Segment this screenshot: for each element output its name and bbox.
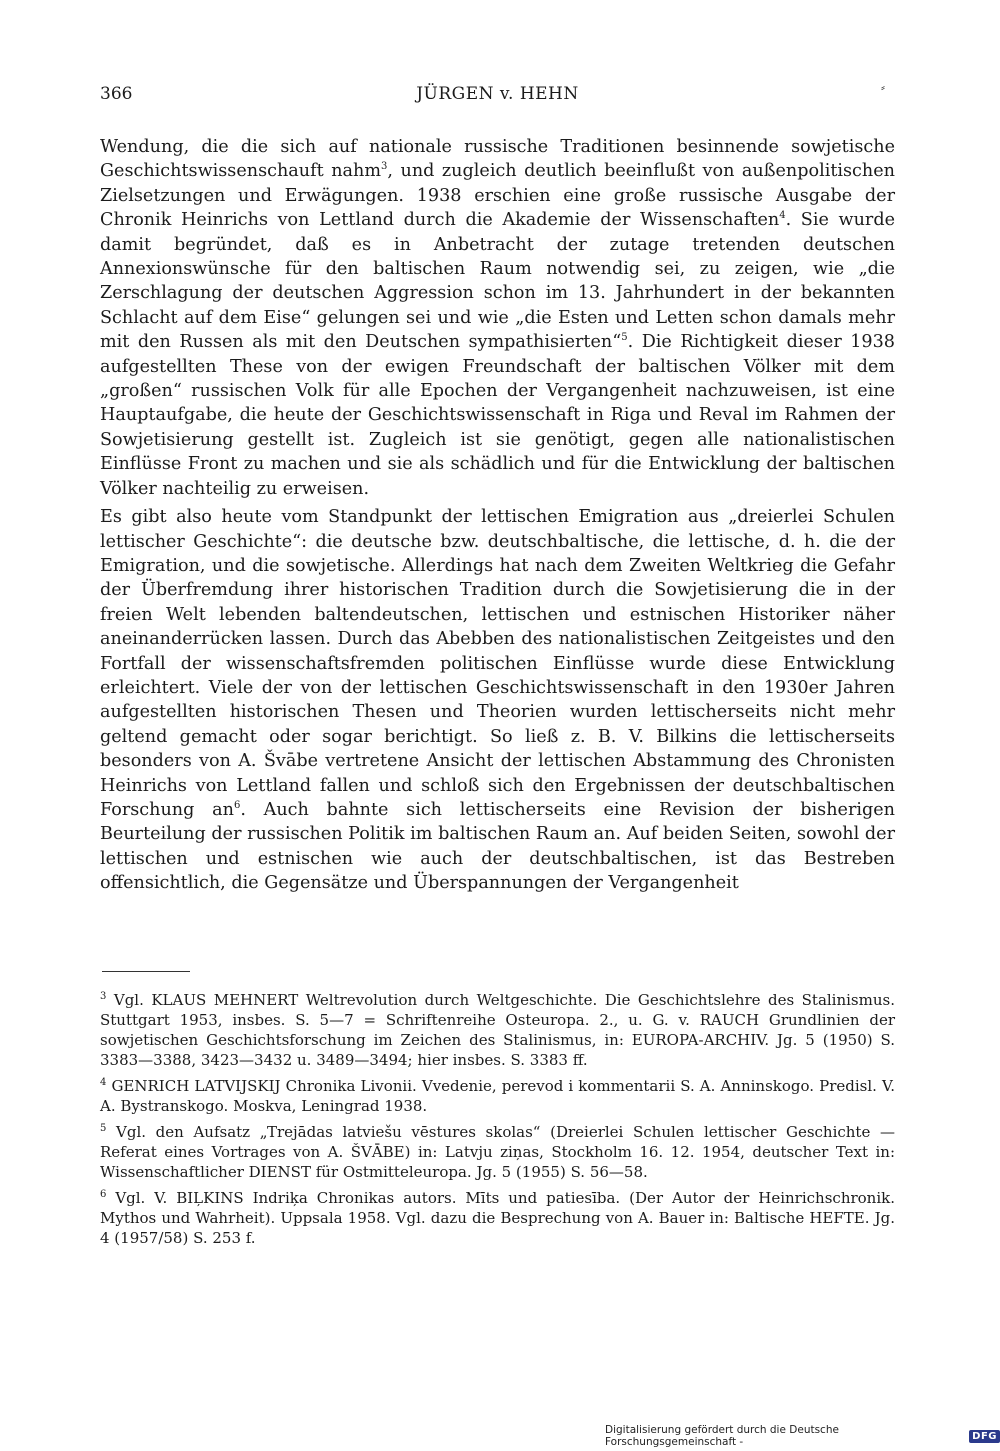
footnote-ref-6: 6 xyxy=(233,800,241,812)
footnote-ref-4: 4 xyxy=(779,210,786,222)
digitization-footer xyxy=(605,1424,1000,1448)
funding-note: Digitalisierung gefördert durch die Deutsche Forschungsgemeinschaft - xyxy=(605,1424,839,1448)
page-number: 366 xyxy=(100,84,133,104)
running-title: JÜRGEN v. HEHN xyxy=(416,84,579,104)
main-text xyxy=(100,135,895,896)
corner-mark: ⸗ xyxy=(881,80,885,94)
footnote-divider xyxy=(102,971,190,972)
paragraph-1: Wendung, die die sich auf nationale russische Traditionen besinnende sowjetische Geschichtswissenschauft nahm$^3$, und zugleich deutlich beeinflußt von außenpolitischen Zielsetzungen und Erwägungen. 1938 erschien eine große russische Ausgabe der Chronik Heinrichs von Lettland durch die Akademie der Wissenschaften$^4$. Sie wurde damit begründet, daß es in Anbetracht der zutage tretenden deutschen Annexionswünsche für den baltischen Raum notwendig sei, zu zeigen, wie „die Zerschlagung der deutschen Aggression schon im 13. Jahrhundert in der bekannten Schlacht auf dem Eise“ gelungen sei und wie „die Esten und Letten schon damals mehr mit den Russen als mit den Deutschen sympathisierten“$^5$. Die Richtigkeit dieser 1938 aufgestellten These von der ewigen Freundschaft der baltischen Völker mit dem „großen“ russischen Volk für alle Epochen der Vergangenheit nachzuweisen, ist eine Hauptaufgabe, die heute der Geschichtswissenschaft in Riga und Reval im Rahmen der Sowjetisierung gestellt ist. Zugleich ist sie genötigt, gegen alle nationalistischen Einflüsse Front zu machen und sie als schädlich und für die Entwicklung der baltischen Völker nachteilig zu erweisen. xyxy=(100,137,895,499)
footnote-ref-5: 5 xyxy=(621,332,628,344)
dfg-logo: DFG xyxy=(969,1430,1000,1443)
paragraph-2: Es gibt also heute vom Standpunkt der lettischen Emigration aus „dreierlei Schulen lettischer Geschichte“: die deutsche bzw. deutschbaltische, die lettische, d. h. die der Emigration, und die sowjetische. Allerdings hat nach dem Zweiten Weltkrieg die Gefahr der Überfremdung ihrer historischen Tradition durch die Sowjetisierung die in der freien Welt lebenden baltendeutschen, lettischen und estnischen Historiker näher aneinanderrücken lassen. Durch das Abebben des nationalistischen Zeitgeistes und den Fortfall der wissenschaftsfremden politischen Einflüsse wurde diese Entwicklung erleichtert. Viele der von der lettischen Geschichtswissenschaft in den 1930er Jahren aufgestellten historischen Thesen und Theorien wurden lettischerseits nicht mehr geltend gemacht oder sogar berichtigt. So ließ z. B. V. Bilkins die lettischerseits besonders von A. Švābe vertretene Ansicht der lettischen Abstammung des Chronisten Heinrichs von Lettland fallen und schloß sich den Ergebnissen der deutschbaltischen Forschung $an^6$. Auch bahnte sich lettischerseits eine Revision der bisherigen Beurteilung der russischen Politik im baltischen Raum an. Auf beiden Seiten, sowohl der lettischen und estnischen wie auch der deutschbaltischen, ist das Bestreben offensichtlich, die Gegensätze und Überspannungen der Vergangenheit xyxy=(100,507,895,894)
footnote-4: $^4$ GENRICH LATVIJSKIJ Chronika Livonii. Vvedenie, perevod i kommentarii S. A. Anninskogo. Predisl. V. A. Bystranskogo. Moskva, Leningrad 1938. xyxy=(100,1077,895,1115)
footnote-5: $^5$ Vgl. den Aufsatz „Trejādas latviešu vēstures skolas“ (Dreierlei Schulen lettischer Geschichte — Referat eines Vortrages von A. ŠVĀBE) in: Latvju ziņas, Stockholm 16. 12. 1954, deutscher Text in: Wissenschaftlicher DIENST für Ostmitteleuropa. Jg. 5 (1955) S. 56—58. xyxy=(100,1123,895,1181)
footnote-ref-3: 3 xyxy=(381,161,388,173)
footnote-3: $^3$ Vgl. KLAUS MEHNERT Weltrevolution durch Weltgeschichte. Die Geschichtslehre des Stalinismus. Stuttgart 1953, insbes. S. 5—7 = Schriftenreihe Osteuropa. 2., u. G. v. RAUCH Grundlinien der sowjetischen Geschichtsforschung im Zeichen des Stalinismus, in: EUROPA-ARCHIV. Jg. 5 (1950) S. 3383—3388, 3423—3432 u. 3489—3494; hier insbes. S. 3383 ff. xyxy=(100,991,895,1069)
footnotes xyxy=(100,990,895,1254)
page-header xyxy=(100,80,895,108)
footnote-6: $^6$ Vgl. V. BIĻKINS Indriķa Chronikas autors. Mīts und patiesība. (Der Autor der Heinrichschronik. Mythos und Wahrheit). Uppsala 1958. Vgl. dazu die Besprechung von A. Bauer in: Baltische HEFTE. Jg. 4 (1957/58) S. 253 f. xyxy=(100,1189,895,1247)
